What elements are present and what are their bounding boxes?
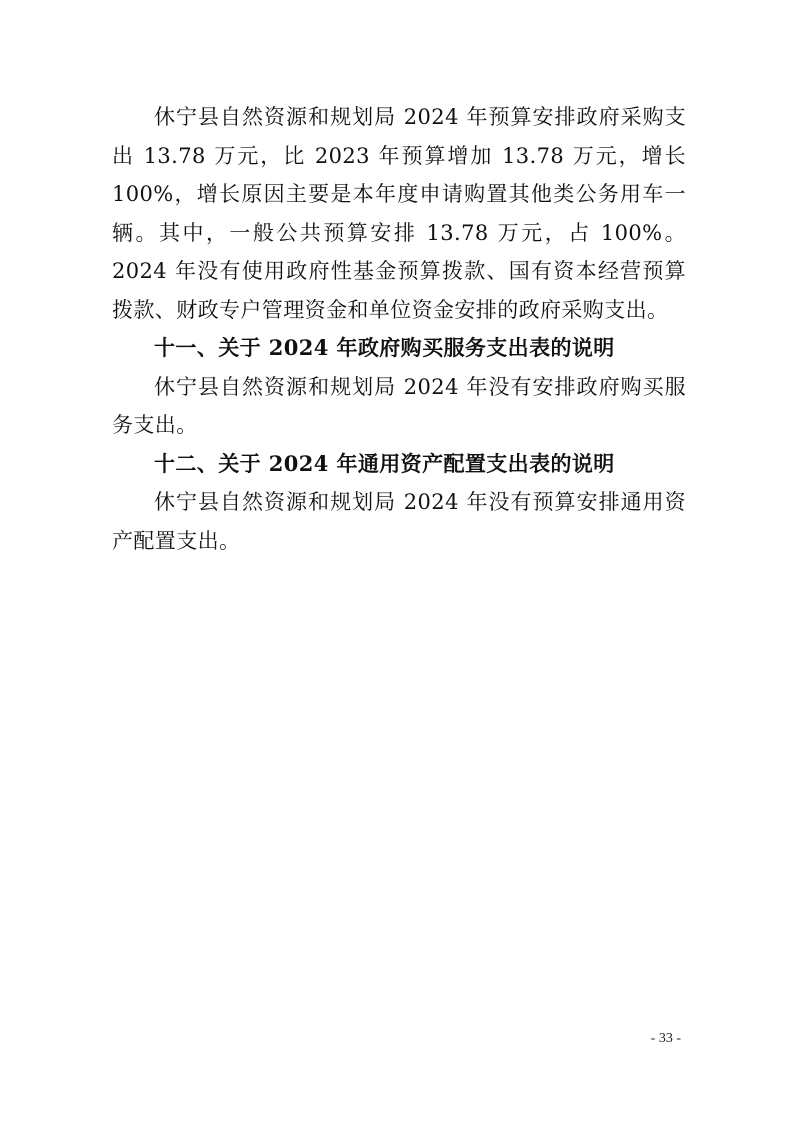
section-heading-twelve: 十二、关于 2024 年通用资产配置支出表的说明: [154, 450, 615, 476]
paragraph-asset-configuration: 休宁县自然资源和规划局 2024 年没有预算安排通用资产配置支出。: [112, 490, 686, 553]
section-heading-eleven: 十一、关于 2024 年政府购买服务支出表的说明: [154, 335, 615, 360]
document-body: [112, 98, 686, 560]
page-number: - 33 -: [650, 1031, 681, 1046]
paragraph-procurement: 休宁县自然资源和规划局 2024 年预算安排政府采购支出 13.78 万元，比 2023 年预算增加 13.78 万元，增长 100%，增长原因主要是本年度申请购置其他类公务用车一辆。其中，一般公共预算安排 13.78 万元，占 100%。2024 年没有使用政府性基金预算拨款、国有资本经营预算拨款、财政专户管理资金和单位资金安排的政府采购支出。: [112, 105, 686, 322]
paragraph-service-purchase: 休宁县自然资源和规划局 2024 年没有安排政府购买服务支出。: [112, 374, 686, 437]
